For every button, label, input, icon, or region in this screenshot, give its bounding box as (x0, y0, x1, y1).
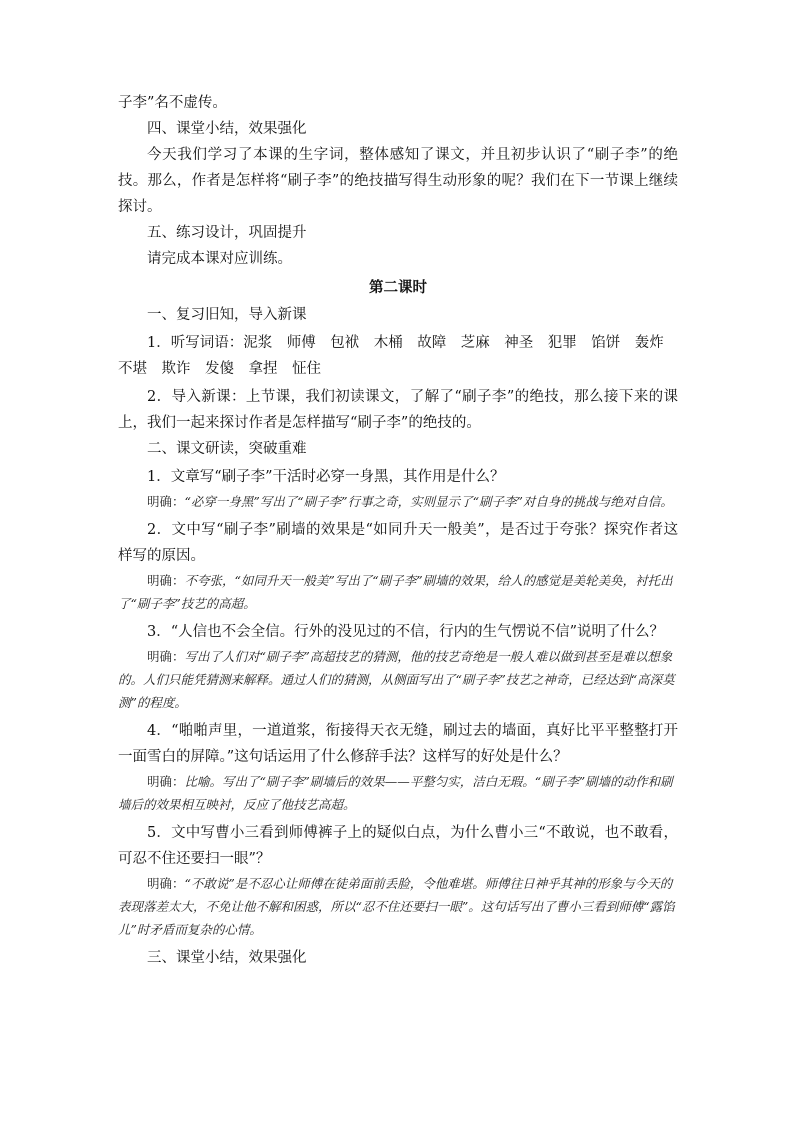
answer-2 (118, 569, 678, 615)
answer-tag: 明确： (147, 649, 185, 664)
heading-study: 二、课文研读，突破重难 (147, 441, 307, 457)
question-intro: 2．导入新课：上节课，我们初读课文，了解了“刷子李”的绝技，那么接下来的课上，我们一起来探讨作者是怎样描写“刷子李”的绝技的。 (118, 389, 678, 431)
section-title: 第二课时 (369, 279, 427, 296)
text-line: 请完成本课对应训练。 (147, 251, 292, 267)
question-dictation: 1．听写词语：泥浆 师傅 包袱 木桶 故障 芝麻 神圣 犯罪 馅饼 轰炸 不堪 欺诈 发傻 拿捏 怔住 (118, 335, 679, 377)
answer-4 (118, 770, 678, 816)
paragraph: 今天我们学习了本课的生字词，整体感知了课文，并且初步认识了“刷子李”的绝技。那么，作者是怎样将“刷子李”的绝技描写得生动形象的呢？我们在下一节课上继续探讨。 (118, 147, 678, 215)
question-3: 3．“人信也不会全信。行外的没见过的不信，行内的生气愣说不信”说明了什么？ (147, 624, 665, 640)
answer-5 (118, 872, 678, 941)
answer-text: “必穿一身黑”写出了“刷子李”行事之奇，实则显示了“刷子李”对自身的挑战与绝对自信。 (184, 494, 673, 509)
answer-text: 比喻。写出了“刷子李”刷墙后的效果——平整匀实，洁白无瑕。“刷子李”刷墙的动作和刷墙后的效果相互映衬，反应了他技艺高超。 (118, 774, 673, 812)
question-2: 2．文中写“刷子李”刷墙的效果是“如同升天一般美”，是否过于夸张？探究作者这样写的原因。 (118, 522, 678, 564)
answer-tag: 明确： (147, 774, 185, 789)
answer-tag: 明确： (147, 573, 185, 588)
heading-summary-2: 三、课堂小结，效果强化 (147, 950, 307, 966)
question-5: 5．文中写曹小三看到师傅裤子上的疑似白点，为什么曹小三“不敢说，也不敢看，可忍不住还要扫一眼”？ (118, 825, 678, 867)
answer-text: 不夸张，“如同升天一般美”写出了“刷子李”刷墙的效果，给人的感觉是美轮美奂，衬托出了“刷子李”技艺的高超。 (118, 573, 673, 611)
answer-text: 写出了人们对“刷子李”高超技艺的猜测，他的技艺奇绝是一般人难以做到甚至是难以想象的。人们只能凭猜测来解释。通过人们的猜测，从侧面写出了“刷子李”技艺之神奇，已经达到“高深莫测”的程度。 (118, 649, 675, 710)
heading-summary: 四、课堂小结，效果强化 (147, 121, 307, 137)
heading-review: 一、复习旧知，导入新课 (147, 307, 307, 323)
question-4: 4．“啪啪声里，一道道浆，衔接得天衣无缝，刷过去的墙面，真好比平平整整打开一面雪白的屏障。”这句话运用了什么修辞手法？这样写的好处是什么？ (118, 723, 678, 765)
question-1: 1．文章写“刷子李”干活时必穿一身黑，其作用是什么？ (147, 469, 505, 485)
heading-exercise: 五、练习设计，巩固提升 (147, 225, 307, 241)
document-page (118, 90, 678, 971)
answer-tag: 明确： (147, 494, 185, 509)
answer-1 (118, 490, 678, 513)
text-line: 子李”名不虚传。 (118, 95, 227, 111)
answer-tag: 明确： (147, 876, 185, 891)
answer-text: “不敢说”是不忍心让师傅在徒弟面前丢脸，令他难堪。师傅往日神乎其神的形象与今天的表现落差太大，不免让他不解和困惑，所以“忍不住还要扫一眼”。这句话写出了曹小三看到师傅“露馅儿”时矛盾而复杂的心情。 (118, 876, 675, 937)
answer-3 (118, 645, 678, 714)
